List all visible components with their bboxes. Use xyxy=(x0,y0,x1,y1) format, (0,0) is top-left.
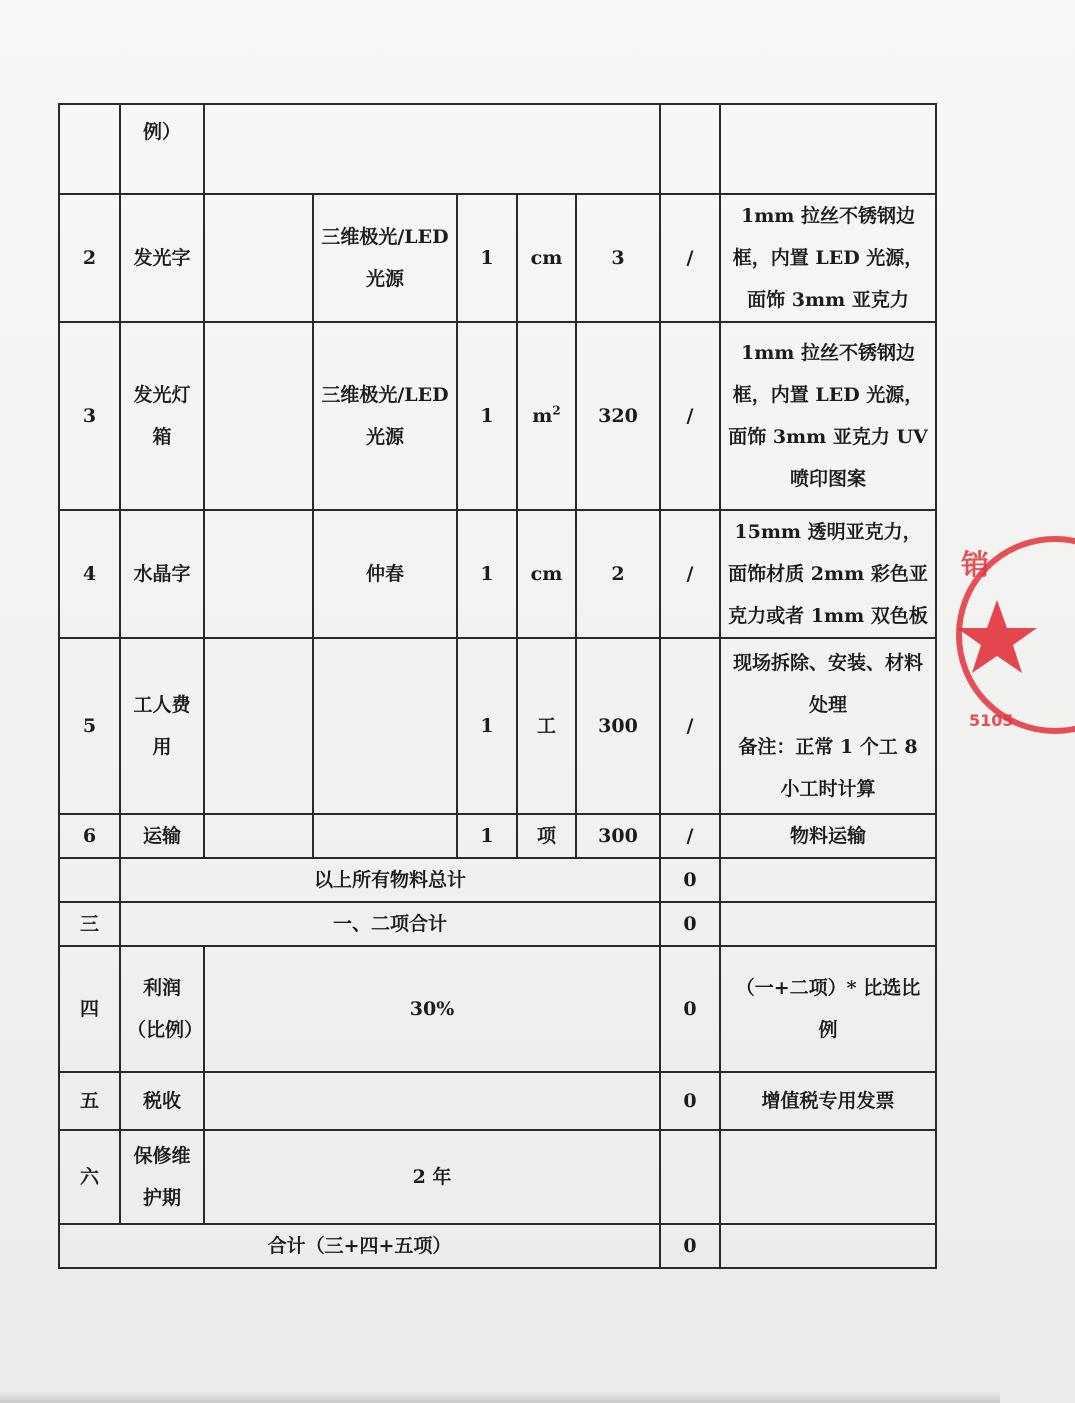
item-qty: 1 xyxy=(457,510,517,638)
grand-total-label: 合计（三+四+五项） xyxy=(59,1224,660,1268)
item-qty: 1 xyxy=(457,814,517,858)
item-note: 15mm 透明亚克力，面饰材质 2mm 彩色亚克力或者 1mm 双色板 xyxy=(720,510,936,638)
row-number: 6 xyxy=(59,814,120,858)
row-number: 四 xyxy=(59,946,120,1072)
table-row xyxy=(59,902,936,946)
item-note: 1mm 拉丝不锈钢边框，内置 LED 光源，面饰 3mm 亚克力 UV 喷印图案 xyxy=(720,322,936,510)
row-number: 5 xyxy=(59,638,120,814)
item-price: 2 xyxy=(576,510,660,638)
item-name: 例） xyxy=(120,104,204,194)
item-unit: cm xyxy=(517,194,576,322)
item-note: 物料运输 xyxy=(720,814,936,858)
table-row xyxy=(59,946,936,1072)
item-price: 300 xyxy=(576,814,660,858)
item-qty: 1 xyxy=(457,194,517,322)
row-number: 六 xyxy=(59,1130,120,1224)
item-name: 水晶字 xyxy=(120,510,204,638)
table-row xyxy=(59,1130,936,1224)
table-row xyxy=(59,814,936,858)
item-name: 发光字 xyxy=(120,194,204,322)
table-row xyxy=(59,1224,936,1268)
item-price: 320 xyxy=(576,322,660,510)
row-number: 2 xyxy=(59,194,120,322)
item-note: 1mm 拉丝不锈钢边框，内置 LED 光源，面饰 3mm 亚克力 xyxy=(720,194,936,322)
row-number: 三 xyxy=(59,902,120,946)
materials-total-label: 以上所有物料总计 xyxy=(120,858,660,902)
seal-number: 5105 xyxy=(969,711,1014,730)
table-row xyxy=(59,194,936,322)
item-name: 利润（比例） xyxy=(120,946,204,1072)
item-price: 300 xyxy=(576,638,660,814)
item-spec: 三维极光/LED 光源 xyxy=(313,322,457,510)
table-row xyxy=(59,638,936,814)
item-note: （一+二项）* 比选比例 xyxy=(720,946,936,1072)
item-name: 运输 xyxy=(120,814,204,858)
profit-rate: 30% xyxy=(204,946,660,1072)
item-qty: 1 xyxy=(457,638,517,814)
item-total: / xyxy=(660,194,720,322)
item-total: / xyxy=(660,510,720,638)
item-note xyxy=(720,638,936,814)
profit-value: 0 xyxy=(660,946,720,1072)
table-row xyxy=(59,858,936,902)
grand-total-value: 0 xyxy=(660,1224,720,1268)
item-name: 工人费用 xyxy=(120,638,204,814)
subtotal-label: 一、二项合计 xyxy=(120,902,660,946)
item-unit xyxy=(517,322,576,510)
table-row xyxy=(59,104,936,194)
note-line: 备注：正常 1 个工 8 小工时计算 xyxy=(738,736,918,800)
item-unit: 工 xyxy=(517,638,576,814)
subtotal-value: 0 xyxy=(660,902,720,946)
table-row xyxy=(59,322,936,510)
item-total: / xyxy=(660,322,720,510)
table-row xyxy=(59,510,936,638)
item-unit: 项 xyxy=(517,814,576,858)
item-price: 3 xyxy=(576,194,660,322)
item-name: 保修维护期 xyxy=(120,1130,204,1224)
row-number: 4 xyxy=(59,510,120,638)
unit-text: m xyxy=(532,405,553,427)
item-note: 增值税专用发票 xyxy=(720,1072,936,1130)
row-number: 3 xyxy=(59,322,120,510)
quotation-table xyxy=(58,103,937,1269)
page-edge-shadow xyxy=(0,1391,1000,1403)
warranty-period: 2 年 xyxy=(204,1130,660,1224)
row-number: 五 xyxy=(59,1072,120,1130)
item-spec: 仲春 xyxy=(313,510,457,638)
materials-total-value: 0 xyxy=(660,858,720,902)
item-name: 发光灯箱 xyxy=(120,322,204,510)
item-qty: 1 xyxy=(457,322,517,510)
item-spec: 三维极光/LED 光源 xyxy=(313,194,457,322)
tax-value: 0 xyxy=(660,1072,720,1130)
item-unit: cm xyxy=(517,510,576,638)
item-total: / xyxy=(660,814,720,858)
seal-text: 销 xyxy=(961,548,990,581)
company-seal-icon xyxy=(955,530,1075,740)
table-row xyxy=(59,1072,936,1130)
note-line: 现场拆除、安装、材料处理 xyxy=(733,652,924,716)
item-total: / xyxy=(660,638,720,814)
unit-superscript: 2 xyxy=(552,403,561,418)
item-name: 税收 xyxy=(120,1072,204,1130)
